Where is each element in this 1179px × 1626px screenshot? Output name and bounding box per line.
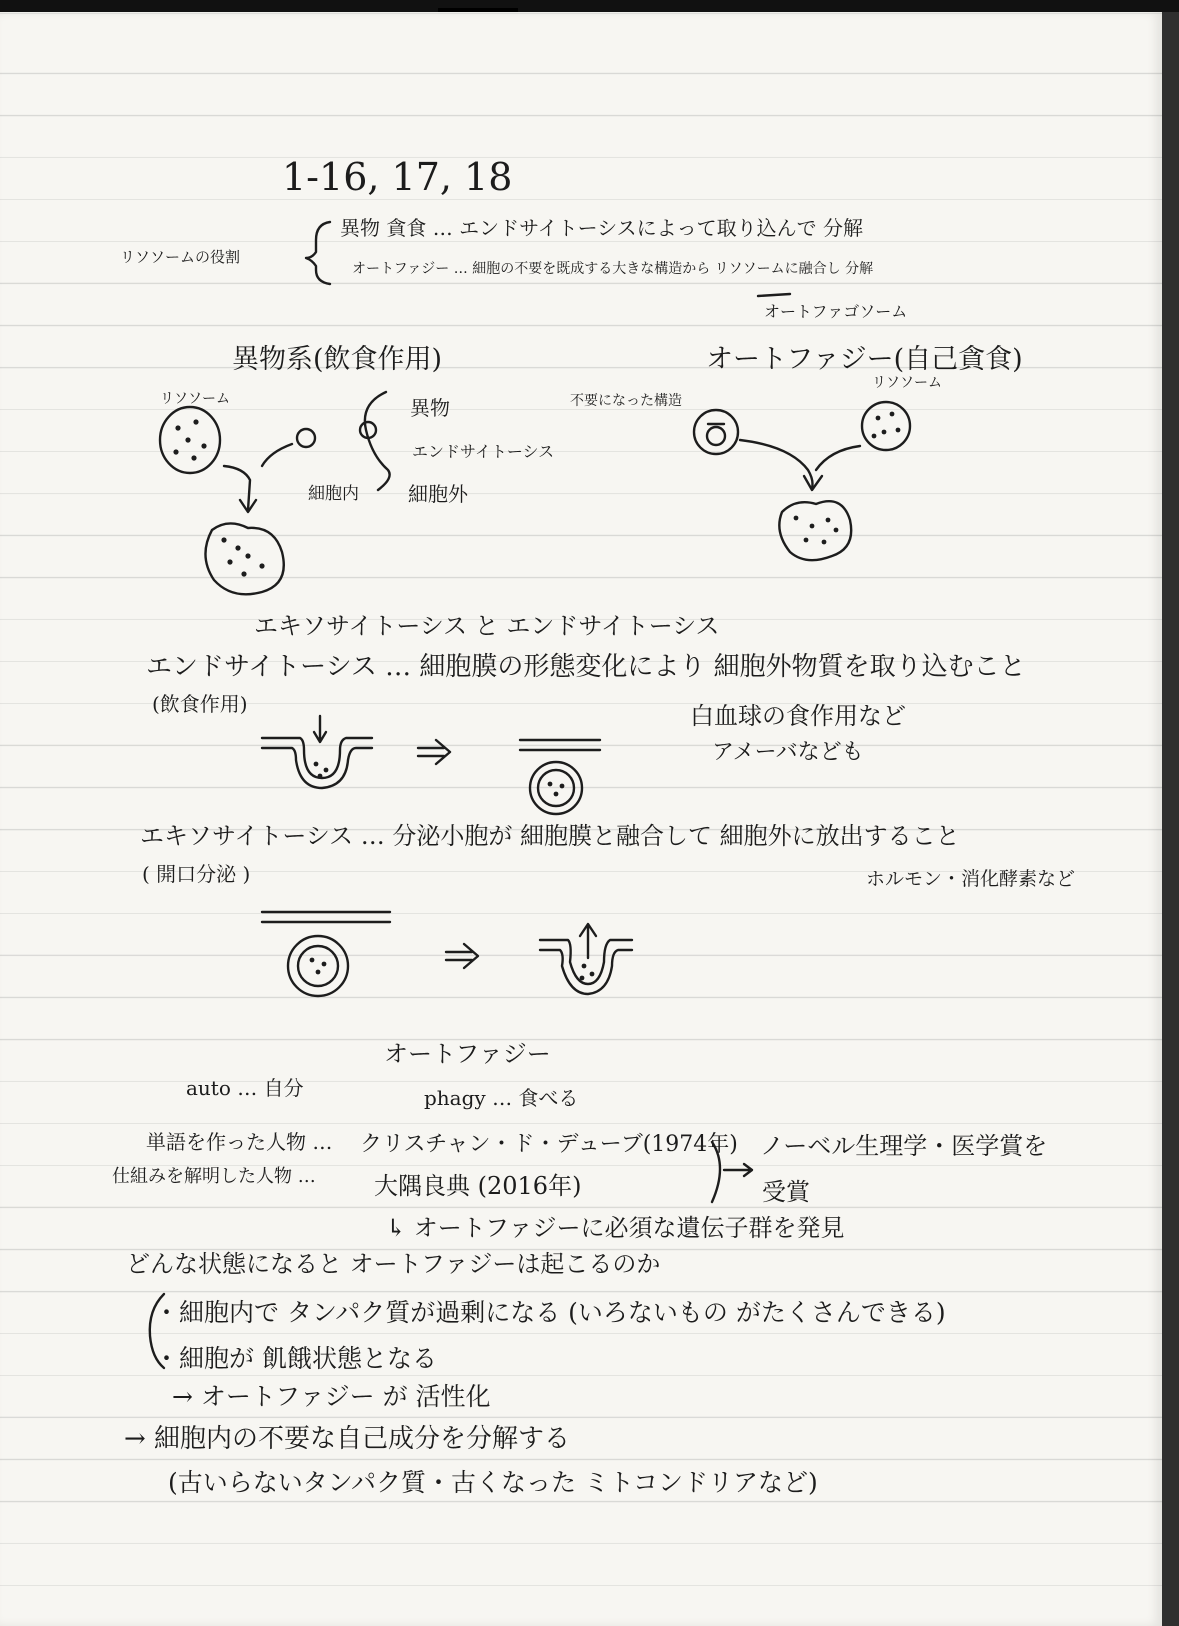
date-heading: 1-16, 17, 18: [282, 155, 513, 199]
brace-mark: [306, 222, 330, 284]
lysosome-label-right: リソソーム: [872, 375, 942, 391]
result-2: → 細胞内の不要な自己成分を分解する: [124, 1424, 571, 1454]
conditions-bracket: [150, 1294, 164, 1368]
lysosome-role-label: リソソームの役割: [120, 248, 241, 266]
brace-line-1: 異物 貪食 … エンドサイトーシスによって取り込んで 分解: [340, 216, 864, 240]
condition-1: ・細胞内で タンパク質が過剰になる (いろないもの がたくさんできる): [154, 1298, 946, 1327]
inside-cell-label: 細胞内: [308, 484, 359, 504]
exocytosis-definition: エキソサイトーシス … 分泌小胞が 細胞膜と融合して 細胞外に放出すること: [140, 822, 960, 850]
discoverer-name: 大隅良典 (2016年): [374, 1172, 582, 1200]
phagolysosome: [205, 523, 283, 594]
endocytosis-note-2: アメーバなども: [712, 740, 864, 765]
nobel-prize-line: ノーベル生理学・医学賞を: [760, 1132, 1048, 1160]
gene-discovery-line: ↳ オートファジーに必須な遺伝子群を発見: [386, 1214, 845, 1242]
result-1: → オートファジー が 活性化: [172, 1382, 491, 1411]
exocytosis-diagram: [262, 912, 632, 996]
exocytosis-sub: ( 開口分泌 ): [142, 862, 251, 886]
condition-question: どんな状態になると オートファジーは起こるのか: [126, 1250, 661, 1278]
lysosome-left-diagram: [160, 392, 390, 594]
nobel-prize-received: 受賞: [762, 1178, 810, 1206]
endocytosis-note-1: 白血球の食作用など: [690, 702, 906, 730]
condition-2: ・細胞が 飢餓状態となる: [154, 1344, 437, 1373]
discoverer-label: 仕組みを解明した人物 …: [112, 1166, 316, 1187]
autophagosome-overline: [758, 294, 790, 296]
outside-cell-label: 細胞外: [408, 482, 468, 506]
foreign-body-label: 異物: [410, 396, 450, 420]
phagy-meaning: phagy … 食べる: [424, 1086, 579, 1110]
brace-line-2: オートファジー … 細胞の不要を既成する大きな構造から リソソームに融合し 分解: [352, 261, 874, 277]
phagocytosis-heading: 異物系(飲食作用): [232, 344, 443, 375]
endocytosis-diagram: [262, 716, 600, 814]
endocytosis-sub: (飲食作用): [152, 692, 248, 716]
exo-endo-heading: エキソサイトーシス と エンドサイトーシス: [254, 612, 720, 640]
endocytosis-definition: エンドサイトーシス … 細胞膜の形態変化により 細胞外物質を取り込むこと: [146, 652, 1026, 682]
lysosome-label-left: リソソーム: [160, 391, 230, 407]
result-3: (古いらないタンパク質・古くなった ミトコンドリアなど): [168, 1468, 818, 1497]
coiner-label: 単語を作った人物 …: [146, 1130, 333, 1154]
coiner-name: クリスチャン・ド・デューブ(1974年): [360, 1132, 738, 1157]
auto-meaning: auto … 自分: [186, 1076, 304, 1100]
autophagy-section-heading: オートファジー: [384, 1040, 551, 1068]
unneeded-structure-label: 不要になった構造: [570, 393, 682, 409]
endocytosis-label: エンドサイトーシス: [412, 442, 555, 461]
autophagy-right-diagram: [694, 402, 910, 560]
nobel-arrow: [724, 1164, 752, 1176]
nobel-bracket: [712, 1142, 720, 1202]
autophagosome-label: オートファゴソーム: [764, 302, 908, 321]
exocytosis-note: ホルモン・消化酵素など: [866, 868, 1076, 890]
autophagy-heading: オートファジー(自己貪食): [706, 344, 1023, 375]
